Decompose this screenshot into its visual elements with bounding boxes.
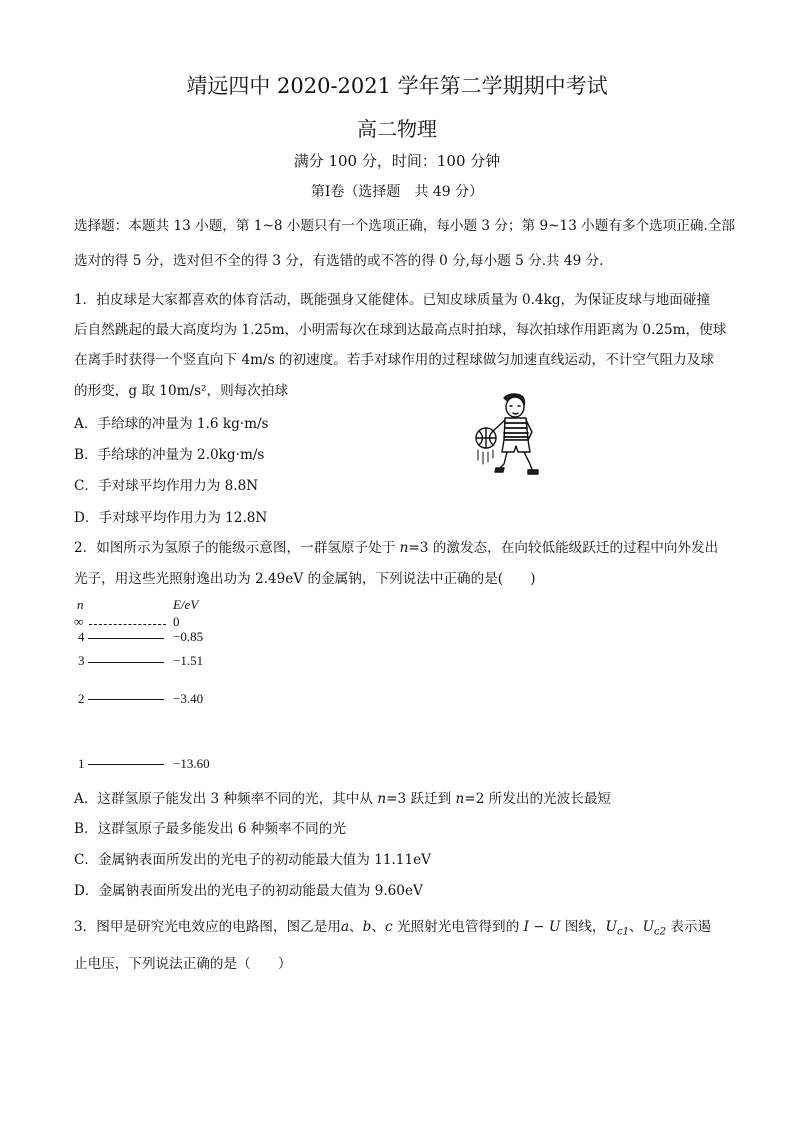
q2-option-a-var1: n [377,791,387,807]
level-n-4: 4 [78,629,85,644]
q2-line-1 [74,536,718,556]
q2-option-a-pre: A．这群氢原子能发出 3 种频率不同的光，其中从 [74,791,378,807]
level-e-4: −0.85 [173,629,204,644]
q2-option-a-mid: =3 跃迁到 [386,791,456,807]
level-e-2: −3.40 [173,691,204,706]
q2-line-1-post: =3 的激发态，在向较低能级跃迁的过程中向外发出 [408,540,719,556]
exam-info: 满分 100 分，时间：100 分钟 [293,152,501,170]
q3-sep-1: 、 [349,919,363,935]
q1-line-4: 的形变，g 取 10m/s²，则每次拍球 [74,383,289,399]
q2-option-d: D．金属钠表面所发出的光电子的初动能最大值为 9.60eV [74,883,423,899]
q1-option-d: D．手对球平均作用力为 12.8N [74,510,268,526]
q3-text-b: 光照射光电管得到的 [392,919,524,935]
q1-option-c: C．手对球平均作用力为 8.8N [74,478,259,494]
q2-line-1-pre: 2．如图所示为氢原子的能级示意图，一群氢原子处于 [74,540,400,556]
q3-uc1-sub: c1 [617,926,629,938]
instructions-line-1: 选择题：本题共 13 小题，第 1~8 小题只有一个选项正确，每小题 3 分；第 9~13 小题有多个选项正确.全部 [74,218,736,234]
q2-option-a-post: =2 所发出的光波长最短 [464,791,612,807]
q3-text-c: 图线， [560,919,606,935]
q2-option-a-var2: n [455,791,465,807]
level-e-1: −13.60 [173,756,210,771]
q3-text-d: 表示遏 [666,919,712,935]
section-heading: 第Ⅰ卷（选择题 共 49 分） [310,184,484,200]
q3-sep-3: 、 [628,919,643,935]
q1-line-1: 1．拍皮球是大家都喜欢的体育活动，既能强身又能健体。已知皮球质量为 0.4kg，为保证皮球与地面碰撞 [74,292,711,308]
q3-var-b: b [362,919,372,935]
level-line-inf [89,624,166,625]
exam-title: 靖远四中 2020-2021 学年第二学期期中考试 [186,74,608,98]
diagram-n-label: n [77,597,84,612]
q3-var-a: a [340,919,350,935]
q3-uc2: U [642,919,655,935]
instructions-line-2: 选对的得 5 分，选对但不全的得 3 分，有选错的或不答的得 0 分,每小题 5 分.共 49 分. [74,253,604,269]
diagram-e-label-text: E/eV [173,597,199,612]
exam-subject: 高二物理 [357,117,437,141]
q3-sep-2: 、 [371,919,385,935]
q2-option-a [74,787,611,807]
q3-var-c: c [384,919,393,935]
level-n-1: 1 [78,756,85,771]
q2-var-n: n [399,540,409,556]
level-line-1 [88,764,164,765]
q1-option-b: B．手给球的冲量为 2.0kg·m/s [74,447,265,463]
q3-text-a: 3．图甲是研究光电效应的电路图，图乙是用 [74,919,341,935]
diagram-e-label [173,597,198,613]
q3-uc2-sub: c2 [654,926,666,938]
boy-basketball-figure [470,392,550,478]
q3-uc1: U [605,919,617,935]
level-n-3: 3 [78,653,85,668]
level-line-2 [88,699,164,700]
q1-line-3: 在离手时获得一个竖直向下 4m/s 的初速度。若手对球作用的过程球做匀加速直线运动，不计空气阻力及球 [74,352,714,368]
level-n-inf: ∞ [74,614,84,629]
level-n-2: 2 [78,691,85,706]
q3-iu-label: I − U [523,919,561,935]
q2-line-2: 光子，用这些光照射逸出功为 2.49eV 的金属钠，下列说法中正确的是( ) [74,571,536,587]
q1-line-2: 后自然跳起的最大高度均为 1.25m，小明需每次在球到达最高点时拍球，每次拍球作用距离为 0.25m，使球 [74,322,727,338]
q2-option-c: C．金属钠表面所发出的光电子的初动能最大值为 11.11eV [74,852,431,868]
q1-option-a: A．手给球的冲量为 1.6 kg·m/s [74,416,269,432]
q3-line-2: 止电压，下列说法正确的是（ ） [74,956,292,972]
q3-line-1 [74,915,711,938]
level-line-3 [88,662,164,663]
q2-option-b: B．这群氢原子最多能发出 6 种频率不同的光 [74,821,346,837]
level-e-inf: 0 [173,614,180,629]
level-line-4 [88,638,164,639]
level-e-3: −1.51 [173,653,204,668]
